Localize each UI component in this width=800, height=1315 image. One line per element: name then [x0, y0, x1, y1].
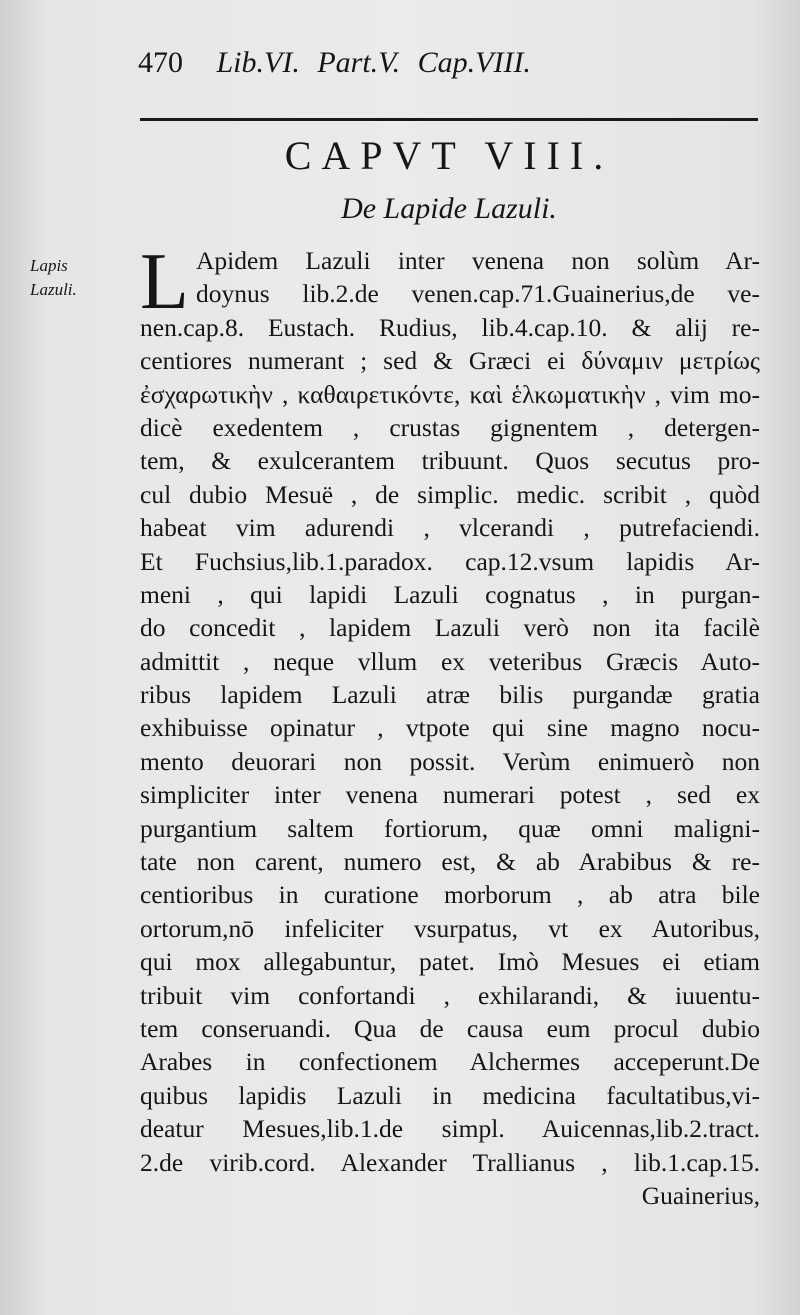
header-rule: [140, 118, 758, 121]
text-line: quibus lapidis Lazuli in medicina facultatibus,vi-: [140, 1080, 760, 1110]
text-line: dicè exedentem , crustas gignentem , detergen-: [140, 412, 760, 442]
text-line: tribuit vim confortandi , exhilarandi, & iuuentu-: [140, 980, 760, 1010]
text-line: nen.cap.8. Eustach. Rudius, lib.4.cap.10. & alij re-: [140, 312, 760, 342]
page-number: 470: [138, 46, 183, 79]
drop-cap: L: [140, 238, 189, 326]
text-line: cul dubio Mesuë , de simplic. medic. scribit , quòd: [140, 479, 760, 509]
text-line: 2.de virib.cord. Alexander Trallianus , lib.1.cap.15.: [140, 1147, 760, 1177]
chapter-title: CAPVT VIII.: [284, 133, 614, 178]
text-line: centioribus in curatione morborum , ab atra bile: [140, 880, 760, 910]
body-text: [140, 238, 760, 1212]
text-line: do concedit , lapidem Lazuli verò non ita facilè: [140, 613, 760, 643]
text-line: ἐσχαρωτικὴν , καθαιρετικόντε, καὶ ἑλκωματικὴν , vim mo-: [140, 379, 760, 409]
text-line: mento deuorari non possit. Verùm enimuerò non: [140, 746, 760, 776]
running-header: [138, 46, 758, 86]
chapter-subtitle: De Lapide Lazuli.: [341, 192, 557, 225]
text-line: tem conseruandi. Qua de causa eum procul dubio: [140, 1013, 760, 1043]
text-line: ribus lapidem Lazuli atræ bilis purgandæ gratia: [140, 680, 760, 710]
text-line: exhibuisse opinatur , vtpote qui sine magno nocu-: [140, 713, 760, 743]
text-line: deatur Mesues,lib.1.de simpl. Auicennas,lib.2.tract.: [140, 1114, 760, 1144]
text-line: qui mox allegabuntur, patet. Imò Mesues ei etiam: [140, 947, 760, 977]
text-line: admittit , neque vllum ex veteribus Græcis Auto-: [140, 646, 760, 676]
text-line: habeat vim adurendi , vlcerandi , putrefaciendi.: [140, 513, 760, 543]
text-line: tem, & exulcerantem tribuunt. Quos secutus pro-: [140, 446, 760, 476]
text-line: centiores numerant ; sed & Græci ei δύναμιν μετρίως: [140, 346, 760, 376]
marginal-note-line: Lazuli.: [30, 280, 77, 299]
running-head: Lib.VI. Part.V. Cap.VIII.: [216, 46, 531, 79]
text-line: Et Fuchsius,lib.1.paradox. cap.12.vsum lapidis Ar-: [140, 546, 760, 576]
catchword: Guainerius,: [641, 1180, 760, 1210]
text-line: Arabes in confectionem Alchermes acceperunt.De: [140, 1047, 760, 1077]
text-line: meni , qui lapidi Lazuli cognatus , in purgan-: [140, 579, 760, 609]
text-line: ortorum,nō infeliciter vsurpatus, vt ex Autoribus,: [140, 913, 760, 943]
text-line: simpliciter inter venena numerari potest , sed ex: [140, 780, 760, 810]
marginal-note: [30, 254, 120, 302]
text-line: tate non carent, numero est, & ab Arabibus & re-: [140, 847, 760, 877]
text-line: doynus lib.2.de venen.cap.71.Guainerius,de ve-: [196, 279, 760, 309]
marginal-note-line: Lapis: [30, 256, 68, 275]
text-line: purgantium saltem fortiorum, quæ omni maligni-: [140, 813, 760, 843]
text-line: Apidem Lazuli inter venena non solùm Ar-: [196, 246, 760, 275]
